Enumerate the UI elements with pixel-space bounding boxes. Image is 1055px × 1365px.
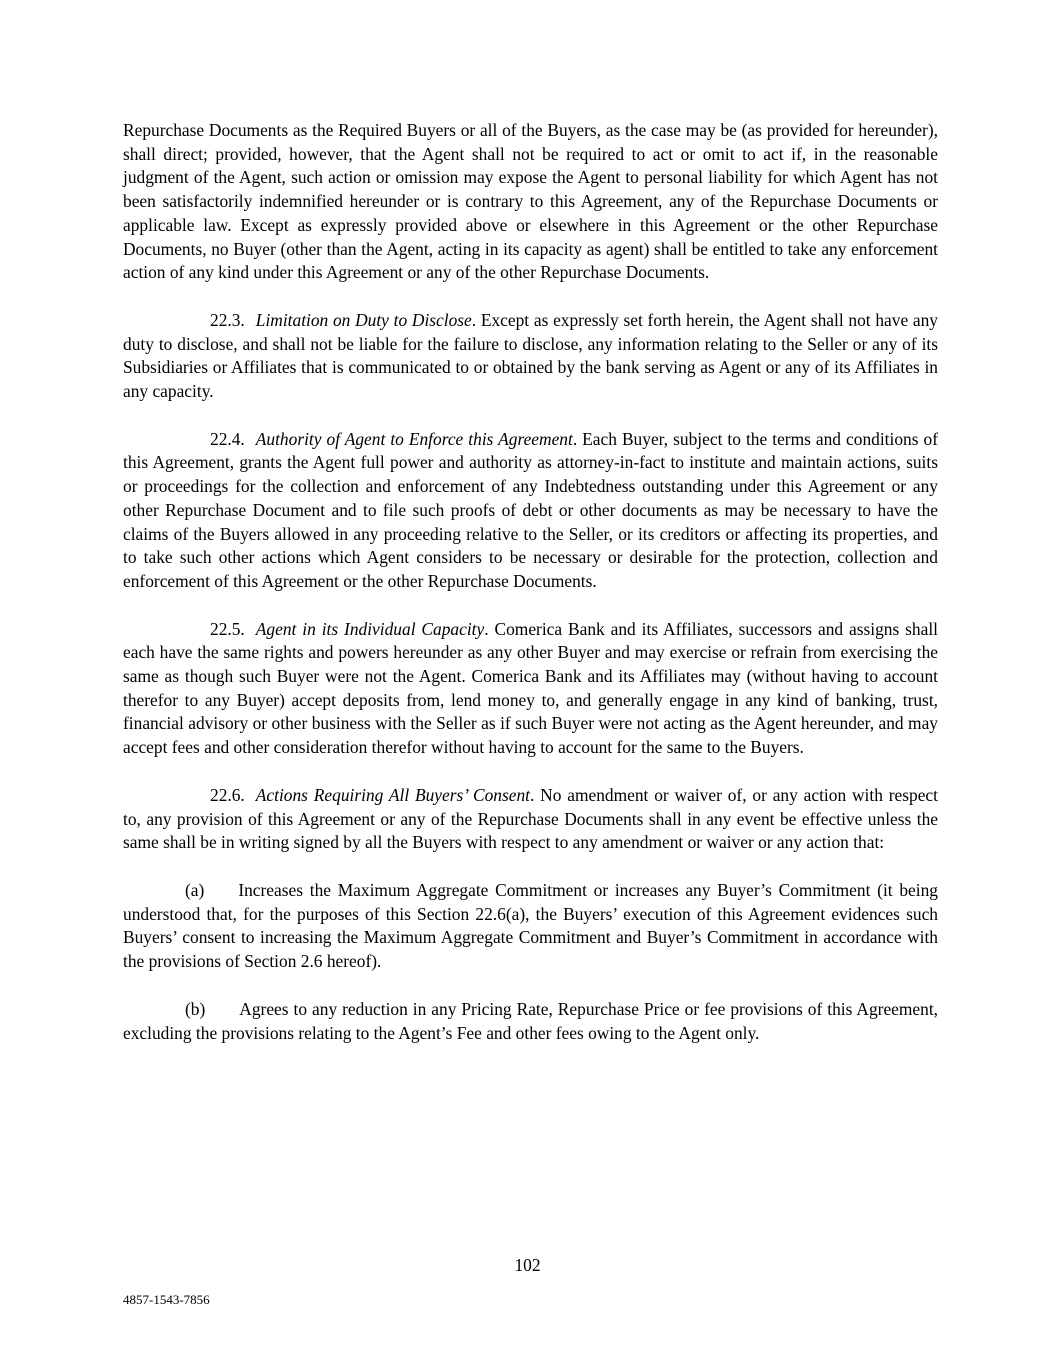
section-title: Authority of Agent to Enforce this Agreement	[255, 428, 573, 449]
section-body: . Comerica Bank and its Affiliates, successors and assigns shall each have the same rights and powers hereunder as any other Buyer and may exercise or refrain from exercising the same as though such Buyer were not the Agent. Comerica Bank and its Affiliates may (without having to account therefor to any Buyer) accept deposits from, lend money to, and generally engage in any kind of banking, trust, financial advisory or other business with the Seller as if such Buyer were not acting as the Agent hereunder, and may accept fees and other consideration therefor without having to account for the same to the Buyers.	[123, 618, 939, 758]
paragraph-continuation: Repurchase Documents as the Required Buyers or all of the Buyers, as the case may be (as provided for hereunder), shall direct; provided, however, that the Agent shall not be required to act or omit to act if, in the reasonable judgment of the Agent, such action or omission may expose the Agent to personal liability for which Agent has not been satisfactorily indemnified hereunder or is contrary to this Agreement, any of the Repurchase Documents or applicable law. Except as expressly provided above or elsewhere in this Agreement or the other Repurchase Documents, no Buyer (other than the Agent, acting in its capacity as agent) shall be entitled to take any enforcement action of any kind under this Agreement or any of the other Repurchase Documents.	[123, 120, 938, 283]
subsection-body: Agrees to any reduction in any Pricing Rate, Repurchase Price or fee provisions of this Agreement, excluding the provisions relating to the Agent’s Fee and other fees owing to the Agent only.	[123, 998, 938, 1043]
section-22-4	[123, 428, 938, 594]
section-body: . No amendment or waiver of, or any action with respect to, any provision of this Agreement or any of the Repurchase Documents shall in any event be effective unless the same shall be in writing signed by all the Buyers with respect to any amendment or waiver or any action that:	[123, 784, 938, 853]
subsection-label: (b)	[185, 998, 206, 1019]
subsection-b	[123, 998, 938, 1045]
section-body: . Except as expressly set forth herein, the Agent shall not have any duty to disclose, and shall not be liable for the failure to disclose, any information relating to the Seller or any of its Subsidiaries or Affiliates that is communicated to or obtained by the bank serving as Agent or any of its Affiliates in any capacity.	[123, 309, 938, 402]
document-control-number: 4857-1543-7856	[123, 1292, 210, 1307]
section-title: Actions Requiring All Buyers’ Consent	[255, 784, 530, 805]
section-number: 22.4.	[210, 428, 245, 449]
page-content	[123, 119, 938, 1069]
subsection-a	[123, 879, 938, 974]
page-number: 102	[514, 1255, 541, 1275]
section-body: . Each Buyer, subject to the terms and conditions of this Agreement, grants the Agent full power and authority as attorney-in-fact to institute and maintain actions, suits or proceedings for the collection and enforcement of any Indebtedness outstanding under this Agreement or any other Repurchase Document and to file such proofs of debt or other documents as may be necessary to have the claims of the Buyers allowed in any proceeding relative to the Seller, or its creditors or affecting its properties, and to take such other actions which Agent considers to be necessary or desirable for the protection, collection and enforcement of this Agreement or the other Repurchase Documents.	[123, 428, 938, 591]
section-title: Agent in its Individual Capacity	[255, 618, 485, 639]
section-number: 22.3.	[210, 309, 245, 330]
section-number: 22.6.	[210, 784, 245, 805]
subsection-label: (a)	[185, 879, 205, 900]
section-22-3	[123, 309, 938, 404]
section-title: Limitation on Duty to Disclose	[255, 309, 472, 330]
section-22-5	[123, 618, 938, 760]
subsection-body: Increases the Maximum Aggregate Commitment or increases any Buyer’s Commitment (it being understood that, for the purposes of this Section 22.6(a), the Buyers’ execution of this Agreement evidences such Buyers’ consent to increasing the Maximum Aggregate Commitment and Buyer’s Commitment in accordance with the provisions of Section 2.6 hereof).	[123, 879, 938, 972]
section-number: 22.5.	[210, 618, 245, 639]
section-22-6	[123, 784, 938, 855]
